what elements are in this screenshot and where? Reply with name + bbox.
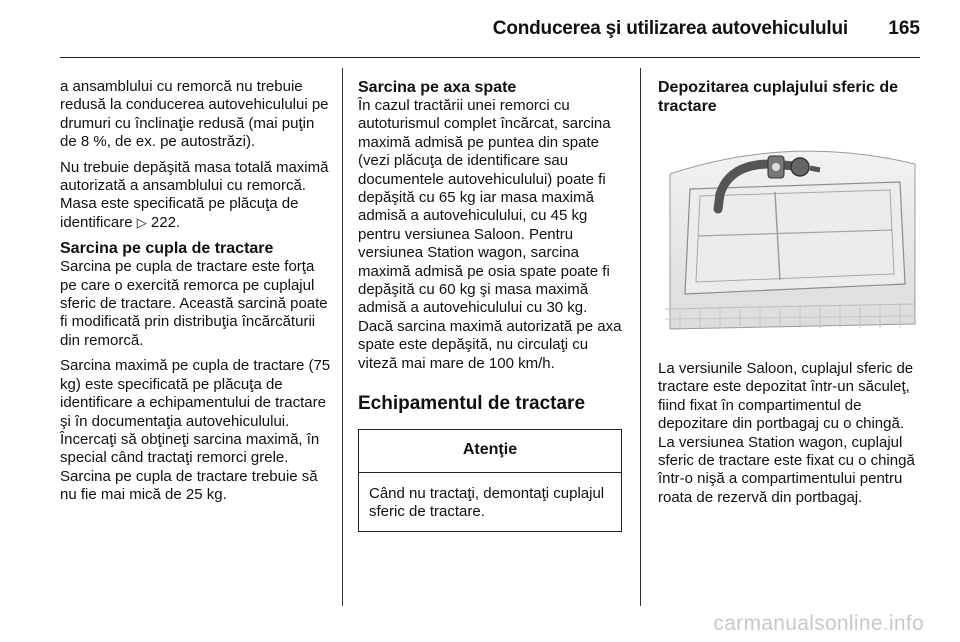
warning-box xyxy=(358,429,622,532)
paragraph-cupla-definition: Sarcina pe cupla de tractare este forţa pe care o exercită remorca pe cuplajul sferic de tractare. Această sarcină poate fi modificată prin distribuţia încărcăturii din remorcă. xyxy=(60,258,328,349)
paragraph-depozitare: La versiunile Saloon, cuplajul sferic de tractare este depozitat într-un săculeţ, fiind fixat în compartimentul de depozitare din portbagaj cu o chingă. La versiunea Station wagon, cuplajul sferic de tractare este fixat cu o chingă într-o nişă a compartimentului pentru roata de rezervă din portbagaj. xyxy=(658,360,915,506)
heading-echipament-tractare: Echipamentul de tractare xyxy=(358,393,586,415)
page-number: 165 xyxy=(888,18,920,39)
column-left xyxy=(60,78,332,512)
header-divider xyxy=(60,57,920,58)
warning-title: Atenţie xyxy=(359,430,621,472)
paragraph-cupla-max: Sarcina maximă pe cupla de tractare (75 kg) este specificată pe plăcuţa de identificare a echipamentului de tractare şi în documentaţia autovehiculului. Încercaţi să obţineţi sarcina maximă, în special când tractaţi remorci grele. Sarcina pe cupla de tractare trebuie să nu fie mai mică de 25 kg. xyxy=(60,357,331,504)
chapter-title: Conducerea şi utilizarea autovehiculului xyxy=(492,18,848,39)
warning-body: Când nu tractaţi, demontaţi cuplajul sferic de tractare. xyxy=(369,484,605,520)
watermark: carmanualsonline.info xyxy=(713,612,924,635)
column-divider-2 xyxy=(640,68,641,606)
paragraph-axa-spate: În cazul tractării unei remorci cu autoturismul complet încărcat, sarcina maximă admisă pe puntea din spate (vezi plăcuţa de identificare sau documentele autovehiculului) poate fi depăşită cu 65 kg iar masa maximă admisă a autovehiculului, cu 45 kg pentru versiunea Saloon. Pentru versiunea Station wagon, sarcina maximă admisă pe osia spate poate fi depăşită cu 60 kg şi masa maximă admisă a autovehiculului cu 30 kg. Dacă sarcina maximă autorizată pe axa spate este depăşită, nu circulaţi cu viteză mai mare de 100 km/h. xyxy=(358,97,622,372)
towbar-storage-illustration xyxy=(660,134,922,340)
heading-sarcina-axa: Sarcina pe axa spate xyxy=(358,79,517,96)
column-middle xyxy=(358,78,626,532)
heading-sarcina-cupla: Sarcina pe cupla de tractare xyxy=(60,240,274,258)
page-header xyxy=(0,0,960,58)
column-right xyxy=(658,78,924,514)
paragraph-total-mass xyxy=(60,159,332,233)
page-reference-link[interactable]: 222. xyxy=(150,213,181,231)
paragraph-continuation: a ansamblului cu remorcă nu trebuie redusă la conducerea autovehiculului pe drumuri cu înclinaţie redusă (mai puţin de 8 %, de ex. pe autostrăzi). xyxy=(60,78,329,151)
heading-depozitare: Depozitarea cuplajului sferic de tractare xyxy=(658,79,899,115)
column-divider-1 xyxy=(342,68,343,606)
total-mass-text: Nu trebuie depăşită masa totală maximă autorizată a ansamblului cu remorcă. Masa este specificată pe plăcuţa de identificare xyxy=(60,158,329,231)
page-reference-arrow-icon: ▷ xyxy=(136,214,147,230)
